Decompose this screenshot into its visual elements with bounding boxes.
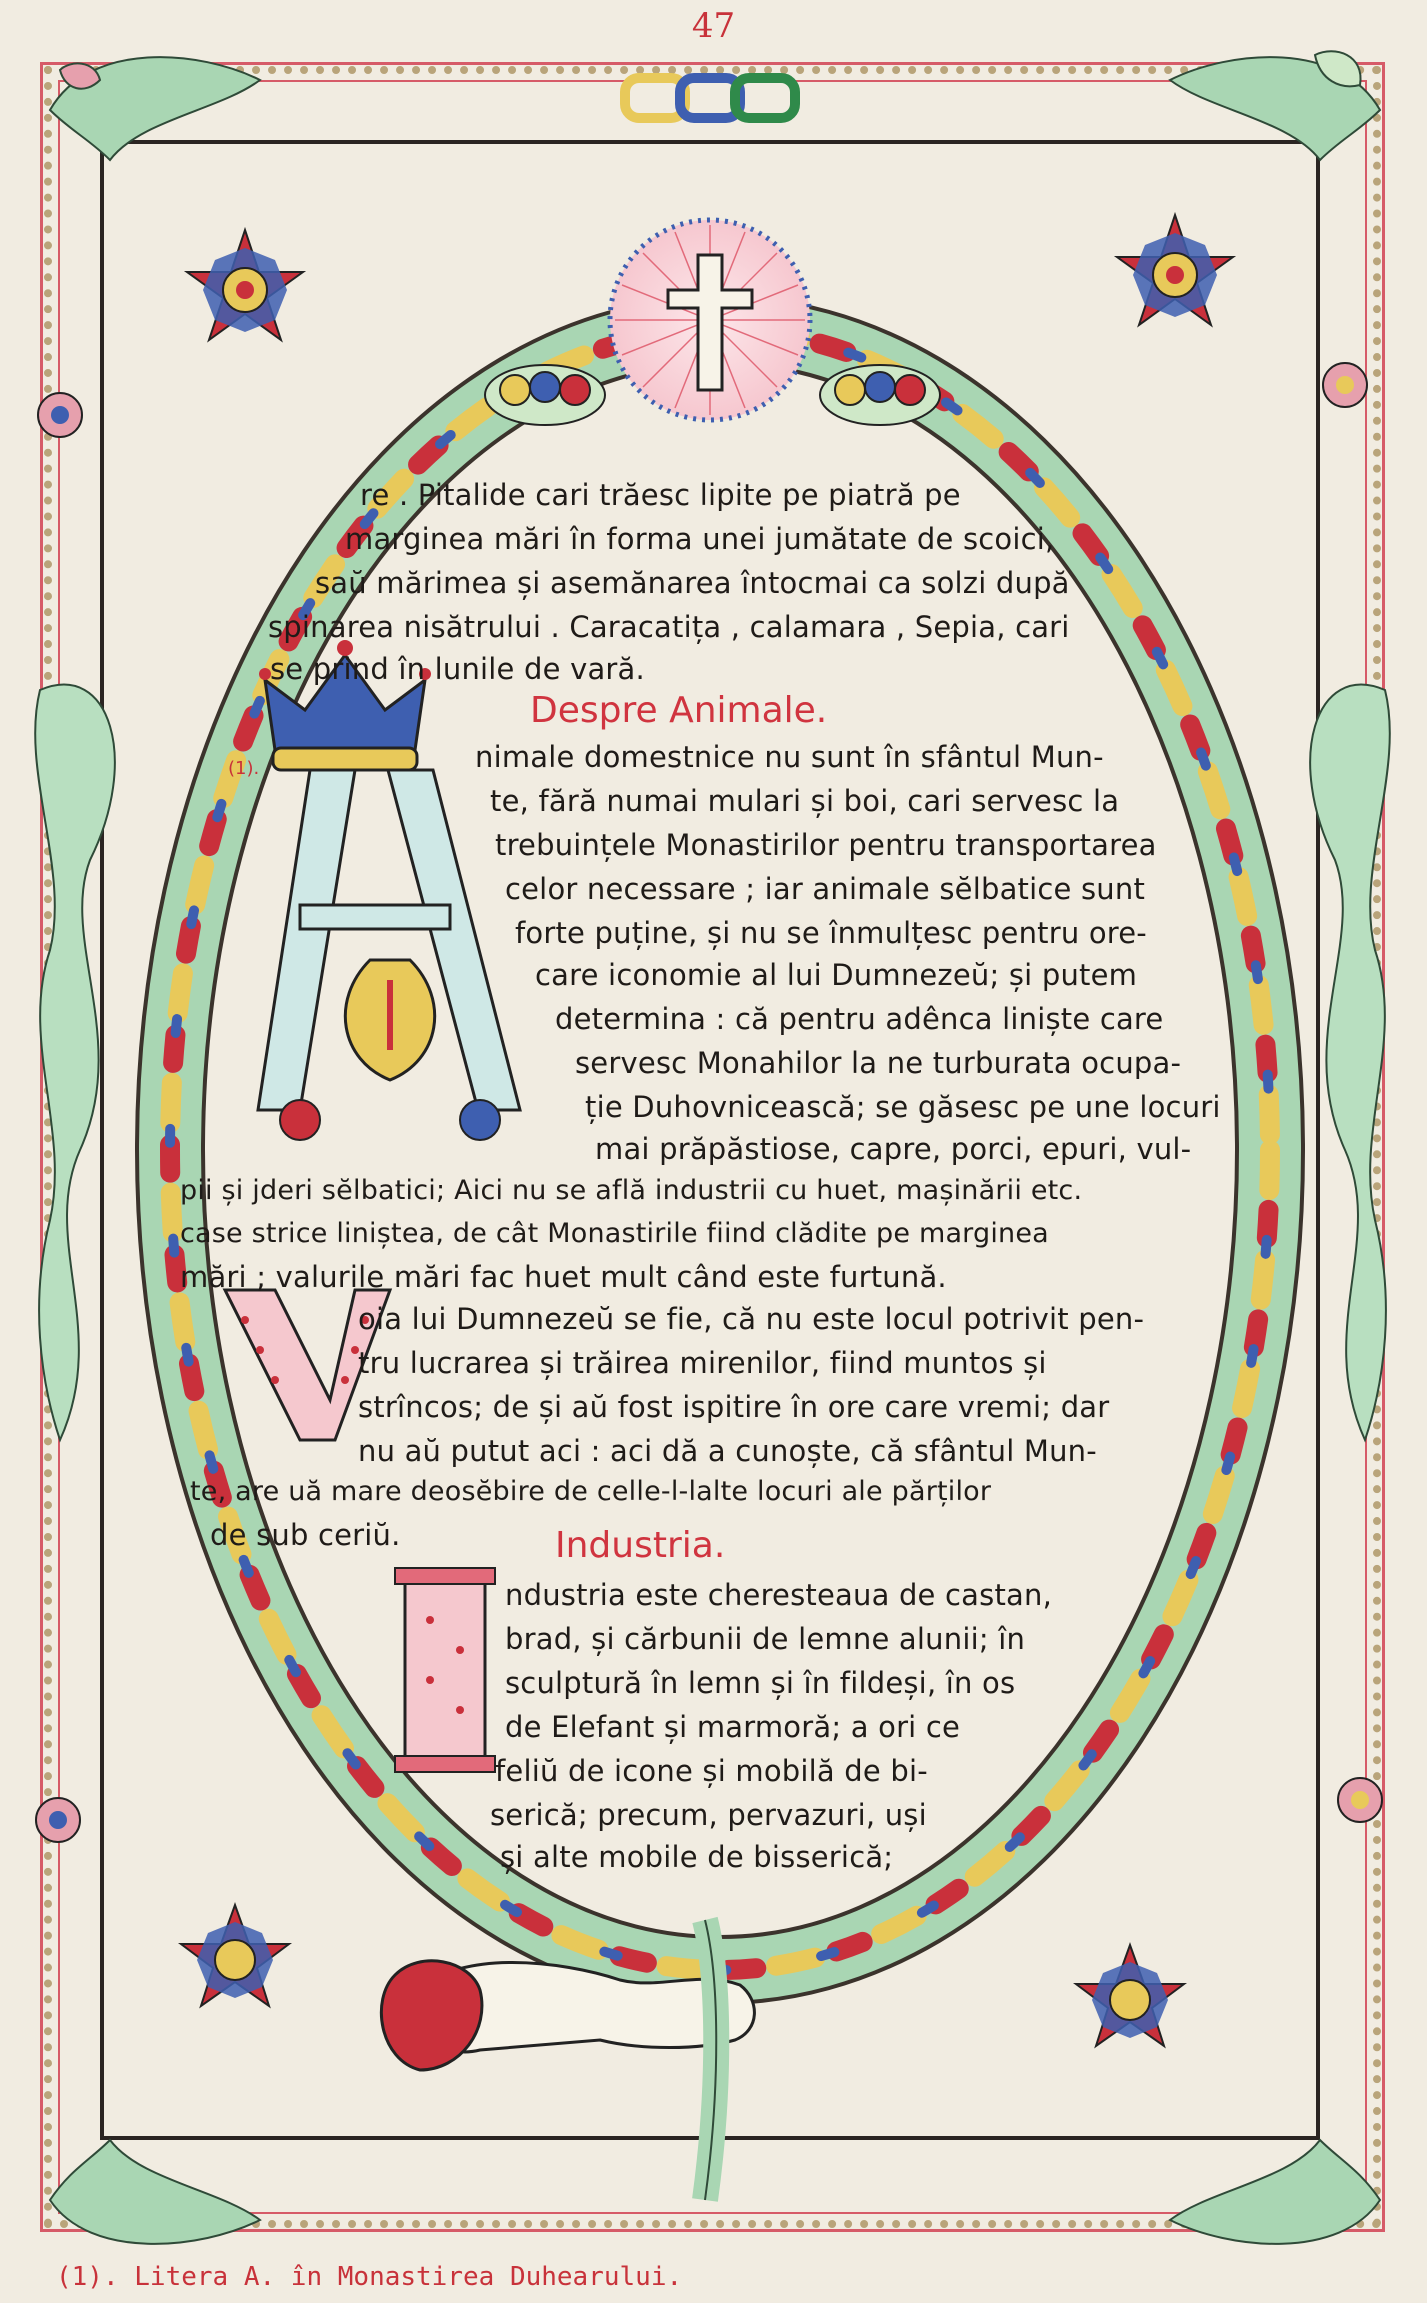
text-line: oia lui Dumnezeŭ se fie, că nu este locul potrivit pen- (358, 1302, 1145, 1336)
footnote: (1). Litera A. în Monastirea Duhearului. (56, 2262, 683, 2292)
text-line: se prind în lunile de vară. (270, 652, 645, 686)
heading-industry: Industria. (555, 1525, 726, 1566)
text-line: și alte mobile de bisserică; (500, 1840, 894, 1874)
footnote-marker: (1). (228, 758, 260, 779)
text-line: sculptură în lemn și în fildeși, în os (505, 1666, 1016, 1700)
text-line: celor necessare ; iar animale sĕlbatice sunt (505, 872, 1146, 906)
text-line: saŭ mărimea și asemănarea întocmai ca solzi după (315, 566, 1070, 600)
text-line: forte puține, și nu se înmulțesc pentru ore- (515, 916, 1147, 950)
text-line: mări ; valurile mări fac huet mult când este furtună. (180, 1260, 947, 1294)
text-line: care iconomie al lui Dumnezeŭ; și putem (535, 958, 1138, 992)
text-line: ție Duhovnicească; se găsesc pe une locuri (585, 1090, 1221, 1124)
text-line: nimale domestnice nu sunt în sfântul Mun- (475, 740, 1104, 774)
text-line: brad, și cărbunii de lemne alunii; în (505, 1622, 1026, 1656)
text-line: de sub ceriŭ. (210, 1518, 401, 1552)
text-line: case strice liniștea, de cât Monastirile fiind clădite pe marginea (180, 1218, 1049, 1249)
text-line: nu aŭ putut aci : aci dă a cunoște, că sfântul Mun- (358, 1434, 1097, 1468)
text-line: mai prăpăstiose, capre, porci, epuri, vul- (595, 1132, 1192, 1166)
text-line: serică; precum, pervazuri, uși (490, 1798, 927, 1832)
text-line: spinarea nisătrului . Caracatița , calamara , Sepia, cari (268, 610, 1070, 644)
text-line: re . Pitalide cari trăesc lipite pe piatră pe (360, 478, 961, 512)
text-line: pii și jderi sĕlbatici; Aici nu se află industrii cu huet, mașinării etc. (180, 1175, 1083, 1206)
page-number: 47 (691, 6, 736, 46)
text-line: servesc Monahilor la ne turburata ocupa- (575, 1046, 1182, 1080)
text-line: ndustria este cheresteaua de castan, (505, 1578, 1052, 1612)
text-line: de Elefant și marmoră; a ori ce (505, 1710, 961, 1744)
text-line: determina : că pentru adênca liniște care (555, 1002, 1164, 1036)
text-line: marginea mări în forma unei jumătate de scoici, (345, 522, 1055, 556)
text-line: tru lucrarea și trăirea mirenilor, fiind muntos și (358, 1346, 1047, 1380)
text-line: te, fără numai mulari și boi, cari servesc la (490, 784, 1120, 818)
text-line: feliŭ de icone și mobilă de bi- (495, 1754, 928, 1788)
text-line: te, are uă mare deosĕbire de celle-l-lalte locuri ale părților (190, 1476, 992, 1507)
text-line: trebuințele Monastirilor pentru transportarea (495, 828, 1157, 862)
text-line: strîncos; de și aŭ fost ispitire în ore care vremi; dar (358, 1390, 1110, 1424)
heading-animals: Despre Animale. (530, 690, 828, 731)
